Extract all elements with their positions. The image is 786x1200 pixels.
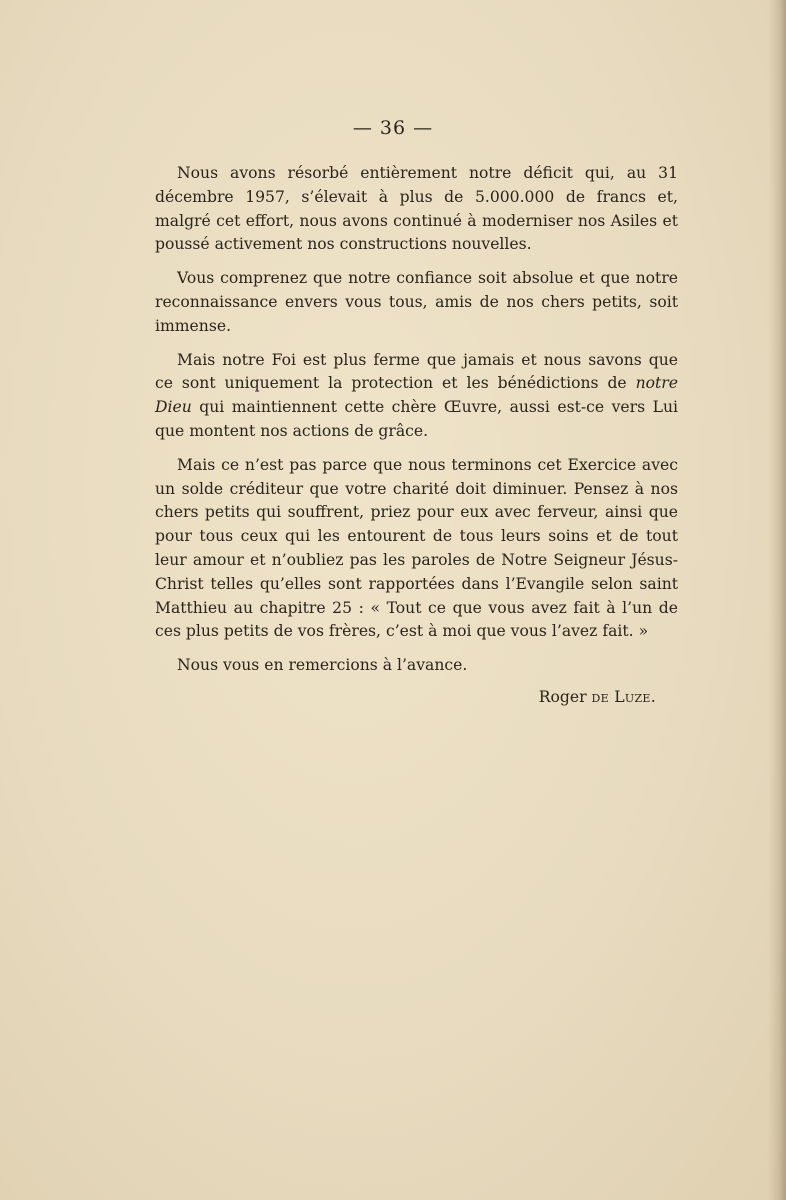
signature [400,688,656,706]
faith-text-start: Mais notre Foi est plus ferme que jamais et nous savons que ce sont uniquement la protection et les bénédictions de [155,350,678,393]
paragraph-deficit: Nous avons résorbé entièrement notre déficit qui, au 31 décembre 1957, s’élevait à plus de 5.000.000 de francs et, malgré cet effort, nous avons continué à moderniser nos Asiles et poussé activement nos constructions nouvelles. [155,164,678,254]
paragraph-confidence: Vous comprenez que notre confiance soit absolue et que notre reconnaissance envers vous tous, amis de nos chers petits, soit immense. [155,269,678,335]
paragraph-charity: Mais ce n’est pas parce que nous terminons cet Exercice avec un solde créditeur que votre charité doit diminuer. Pensez à nos chers petits qui souffrent, priez pour eux avec ferveur, ainsi que pour tous ceux qui les entourent de tous leurs soins et de tout leur amour et n’oubliez pas les paroles de Notre Seigneur Jésus-Christ telles qu’elles sont rapportées dans l’Evangile selon saint Matthieu au chapitre 25 : « Tout ce que vous avez fait à l’un de ces plus petits de vos frères, c’est à moi que vous l’avez fait. » [155,455,678,641]
faith-italic-phrase: notre Dieu [155,374,678,417]
page-number: — 36 — [352,117,434,139]
body-text [155,162,678,688]
paragraph-faith [155,349,678,444]
signature-first-name: Roger [538,688,587,706]
signature-surname: de Luze. [591,688,656,706]
paragraph-thanks: Nous vous en remercions à l’avance. [177,656,468,675]
faith-text-end: qui maintiennent cette chère Œuvre, aussi est-ce vers Lui que montent nos actions de grâce. [155,398,678,440]
page-edge-shadow [768,0,786,1200]
